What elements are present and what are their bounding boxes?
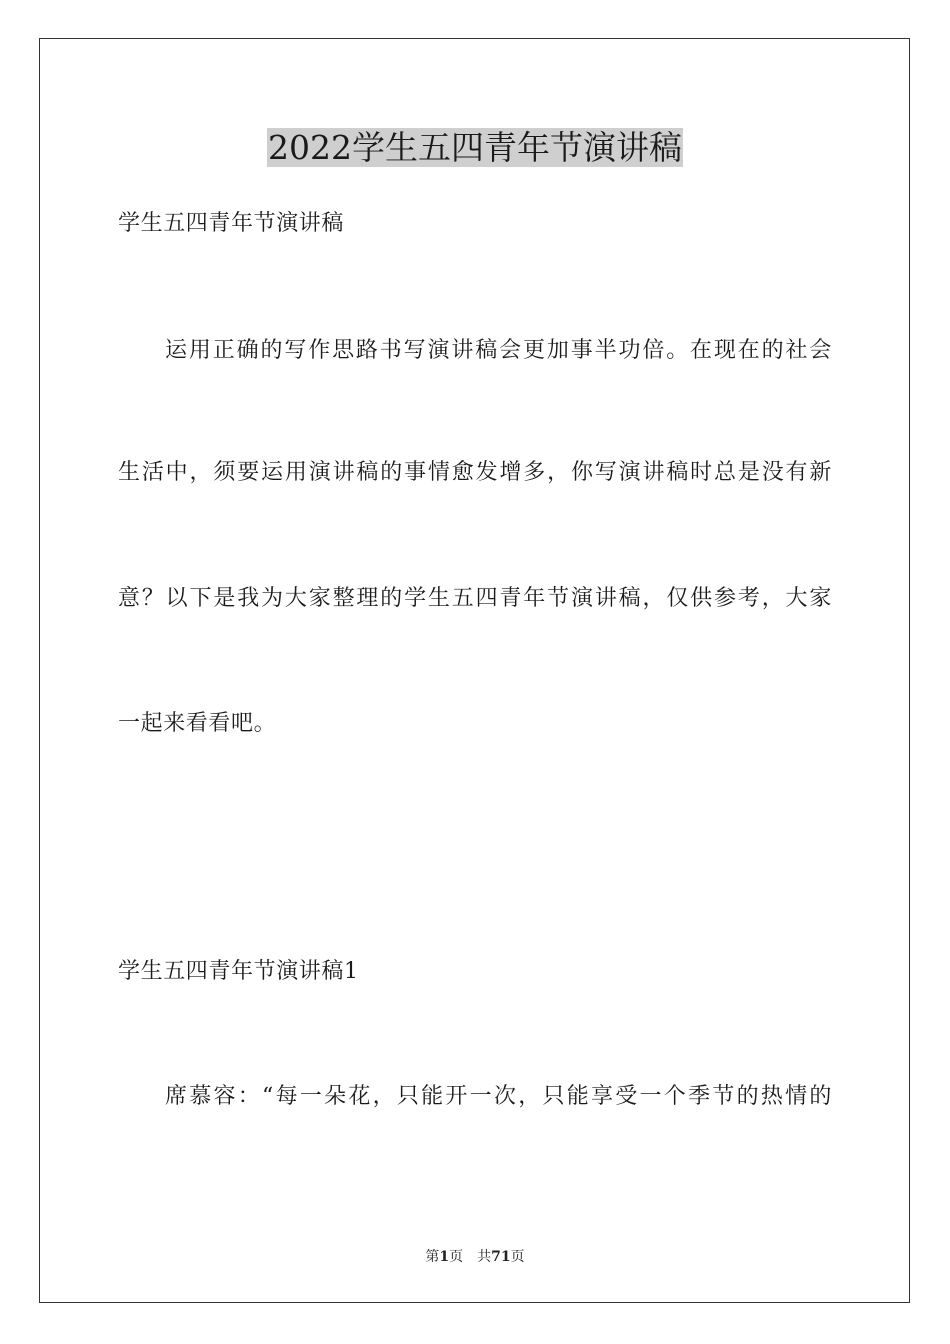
footer-page-number: 1 bbox=[439, 1249, 450, 1265]
footer-total-pages: 71 bbox=[491, 1249, 511, 1265]
paragraph-line: 运用正确的写作思路书写演讲稿会更加事半功倍。在现在的社会 bbox=[165, 338, 832, 363]
footer-page-suffix: 页 bbox=[449, 1249, 464, 1265]
page-footer bbox=[0, 1247, 950, 1267]
document-title bbox=[0, 126, 950, 170]
paragraph-line: 生活中，须要运用演讲稿的事情愈发增多，你写演讲稿时总是没有新 bbox=[118, 460, 832, 485]
footer-total-prefix: 共 bbox=[477, 1249, 492, 1265]
document-title-text: 2022学生五四青年节演讲稿 bbox=[268, 128, 682, 167]
document-subtitle: 学生五四青年节演讲稿 bbox=[118, 211, 345, 236]
paragraph-line: 意？以下是我为大家整理的学生五四青年节演讲稿，仅供参考，大家 bbox=[118, 586, 832, 611]
paragraph-line: 席慕容：“每一朵花，只能开一次，只能享受一个季节的热情的 bbox=[165, 1084, 832, 1109]
footer-page-prefix: 第 bbox=[425, 1249, 440, 1265]
footer-total-suffix: 页 bbox=[510, 1249, 525, 1265]
paragraph-line: 一起来看看吧。 bbox=[118, 711, 277, 736]
section-heading: 学生五四青年节演讲稿1 bbox=[118, 959, 359, 984]
